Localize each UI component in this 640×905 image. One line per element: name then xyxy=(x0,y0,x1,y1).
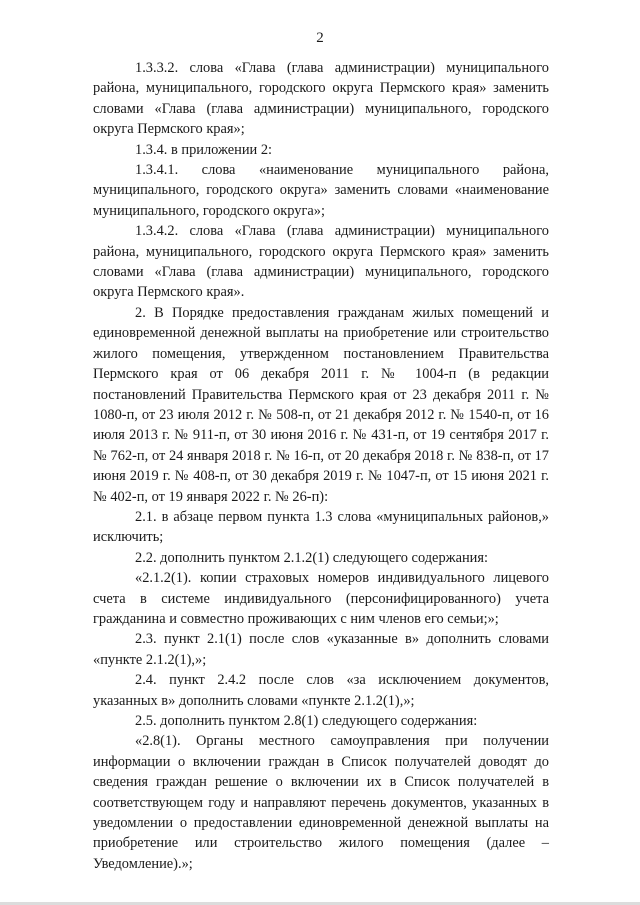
paragraph-2-1-2-1-quote: «2.1.2(1). копии страховых номеров индивидуального лицевого счета в системе индивидуального (персонифицированного) учета гражданина и совместно проживающих с ним членов его семьи;»; xyxy=(93,570,549,627)
paragraph-2-5: 2.5. дополнить пунктом 2.8(1) следующего содержания: xyxy=(135,713,478,729)
paragraph-2: 2. В Порядке предоставления гражданам жилых помещений и единовременной денежной выплаты на приобретение или строительство жилого помещения, утвержденном постановлением Правительства Пермского края от 06 декабря 2011 г. № 1004-п (в редакции постановлений Правительства Пермского края от 23 декабря 2011 г. № 1080-п, от 23 июля 2012 г. № 508-п, от 21 декабря 2012 г. № 1540-п, от 16 июля 2013 г. № 911-п, от 30 июня 2016 г. № 431-п, от 19 сентября 2017 г. № 762-п, от 24 января 2018 г. № 16-п, от 20 декабря 2018 г. № 838-п, от 17 июня 2019 г. № 408-п, от 30 декабря 2019 г. № 1047-п, от 15 июня 2021 г. № 402-п, от 19 января 2022 г. № 26-п): xyxy=(93,304,549,505)
paragraph-1-3-3-2: 1.3.3.2. слова «Глава (глава администрации) муниципального района, муниципального, городского округа Пермского края» заменить словами «Глава (глава администрации) муниципального, городского округа Пермского края»; xyxy=(93,60,549,138)
paragraph-2-3: 2.3. пункт 2.1(1) после слов «указанные в» дополнить словами «пункте 2.1.2(1),»; xyxy=(93,631,549,668)
paragraph-2-8-1-quote: «2.8(1). Органы местного самоуправления при получении информации о включении граждан в Список получателей доводят до сведения граждан решение о включении их в Список получателей в соответствующем году и направляют перечень документов, указанных в уведомлении о предоставлении единовременной денежной выплаты на приобретение или строительство жилого помещения (далее – Уведомление).»; xyxy=(93,733,549,872)
paragraph-2-1: 2.1. в абзаце первом пункта 1.3 слова «муниципальных районов,» исключить; xyxy=(93,508,549,546)
paragraph-1-3-4-1: 1.3.4.1. слова «наименование муниципального района, муниципального, городского округа» заменить словами «наименование муниципального, городского округа»; xyxy=(93,162,549,219)
page-number: 2 xyxy=(316,30,324,46)
paragraph-2-2: 2.2. дополнить пунктом 2.1.2(1) следующего содержания: xyxy=(135,549,488,566)
paragraph-1-3-4-2: 1.3.4.2. слова «Глава (глава администрации) муниципального района, муниципального, городского округа Пермского края» заменить словами «Глава (глава администрации) муниципального, городского округа Пермского края». xyxy=(93,223,549,301)
paragraph-1-3-4: 1.3.4. в приложении 2: xyxy=(135,141,273,158)
document-body xyxy=(93,58,549,874)
paragraph-2-4: 2.4. пункт 2.4.2 после слов «за исключением документов, указанных в» дополнить словами «пункте 2.1.2(1),»; xyxy=(93,672,549,709)
